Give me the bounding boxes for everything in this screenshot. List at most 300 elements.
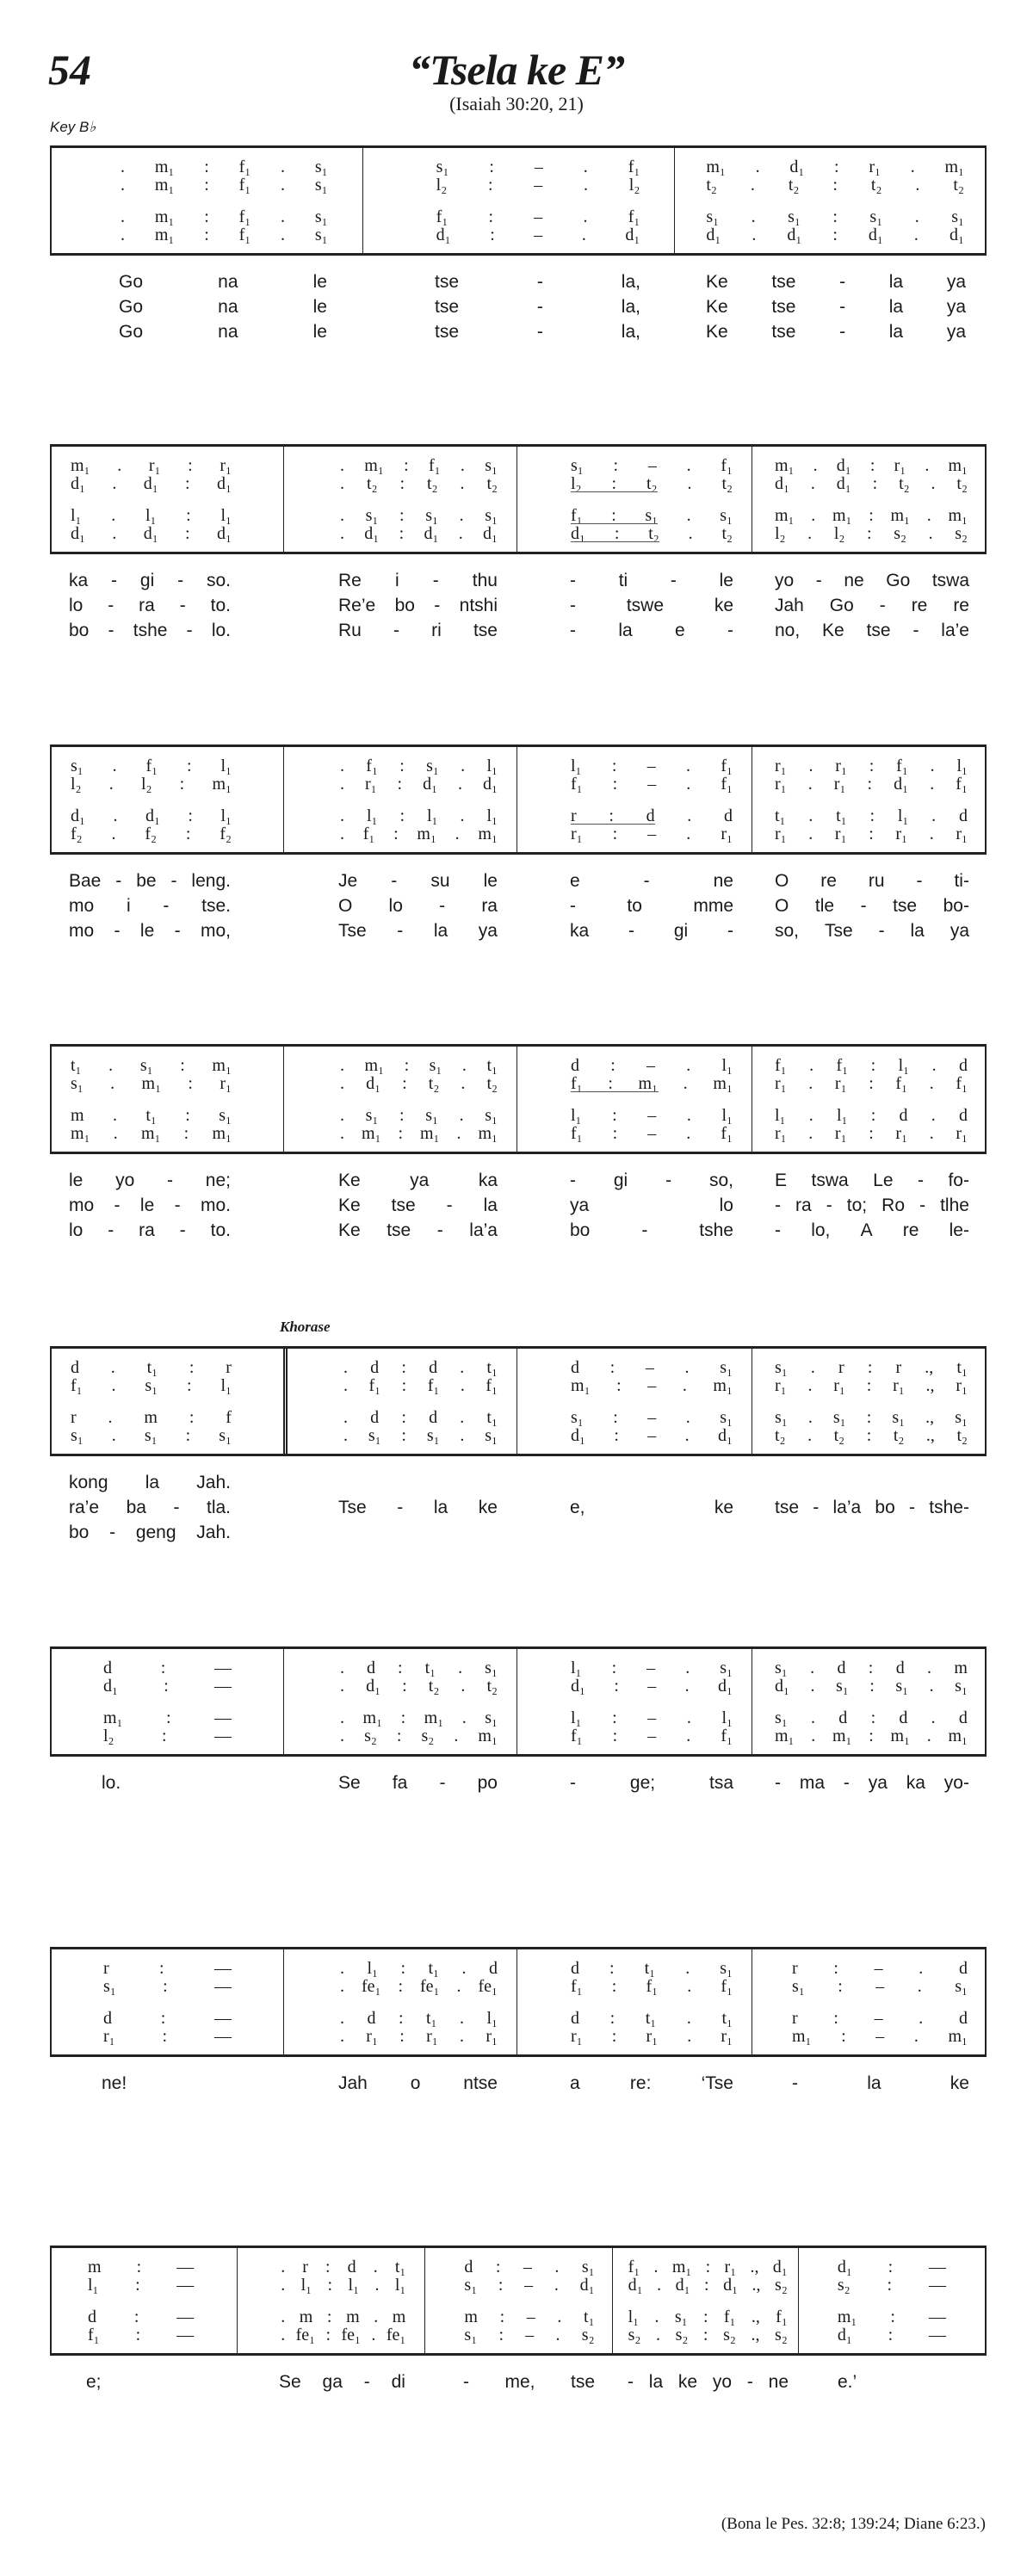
note-token: —: [214, 1727, 232, 1745]
syllable: fo-: [948, 1171, 969, 1190]
note-token: f₁: [486, 1376, 498, 1395]
alto-notes: [752, 474, 985, 492]
syllable: Ke: [338, 1171, 361, 1190]
note-token: f₁: [238, 176, 251, 195]
note-token: d: [367, 2009, 376, 2028]
note-token: .: [686, 1106, 691, 1125]
note-token: .: [915, 176, 920, 195]
syllable: la: [618, 621, 633, 640]
lyric-segment: [50, 1168, 282, 1193]
verse-3-line: [50, 319, 987, 344]
note-token: :: [136, 2258, 142, 2276]
note-token: r₁: [893, 1376, 905, 1395]
note-token: :: [611, 2027, 617, 2046]
note-token: r₁: [775, 825, 787, 843]
note-token: .: [685, 1959, 690, 1978]
lyric-segment: [362, 319, 675, 344]
note-token: r₁: [724, 2258, 737, 2276]
note-token: :: [487, 176, 493, 195]
note-token: f: [226, 1408, 232, 1427]
note-token: s₁: [485, 1106, 498, 1125]
note-token: :: [614, 524, 620, 543]
soprano-notes: [613, 2258, 798, 2276]
lyric-segment: [282, 893, 516, 918]
note-token: –: [647, 1124, 657, 1143]
note-token: –: [875, 2027, 885, 2046]
syllable: la: [433, 921, 448, 941]
note-token: .: [113, 806, 118, 825]
syllable: ke: [714, 1498, 733, 1517]
note-token: d: [723, 806, 733, 825]
note-token: .: [807, 1408, 813, 1427]
note-token: :: [398, 1659, 403, 1677]
bass-notes: [517, 825, 752, 843]
alto-notes: [517, 1074, 752, 1092]
note-token: s₁: [581, 2258, 595, 2276]
syllable: lo.: [102, 1773, 121, 1793]
tenor-notes: [517, 2009, 752, 2027]
lyric-segment: [675, 269, 987, 294]
note-token: d₁: [628, 2276, 643, 2295]
system-2-staff: [50, 444, 987, 554]
system-5-staff: [50, 1346, 987, 1456]
note-token: f₁: [571, 1727, 583, 1745]
soprano-notes: [284, 456, 516, 474]
tenor-notes: [52, 2307, 237, 2326]
verse-3-line: [50, 1520, 987, 1545]
syllable: to.: [210, 596, 231, 615]
note-token: .: [931, 1106, 936, 1125]
note-token: .: [810, 1659, 815, 1677]
verse-2-line: [50, 294, 987, 319]
syllable: -: [826, 1195, 832, 1215]
note-token: :: [841, 2027, 846, 2046]
bass-notes: [517, 524, 752, 542]
note-token: :: [612, 1124, 618, 1143]
note-token: s₁: [775, 1659, 788, 1677]
note-token: l₁: [220, 1376, 232, 1395]
note-token: r₁: [103, 2027, 115, 2046]
syllable: ne!: [102, 2073, 127, 2093]
note-token: :: [498, 2276, 504, 2295]
note-token: d: [895, 1659, 905, 1677]
note-token: .: [281, 176, 286, 195]
note-token: .: [373, 2258, 378, 2276]
syllable: la,: [621, 322, 640, 342]
note-token: s₁: [103, 1977, 116, 1996]
syllable: la: [433, 1498, 448, 1517]
bass-notes: [52, 1426, 283, 1444]
soprano-notes: [799, 2258, 985, 2276]
note-token: t₂: [486, 1677, 498, 1696]
measure: [424, 2248, 611, 2353]
syllable: -: [775, 1773, 781, 1793]
note-token: :: [325, 2326, 331, 2344]
note-token: t₂: [428, 1677, 440, 1696]
alto-notes: [517, 1376, 752, 1394]
note-token: s₁: [869, 207, 883, 226]
note-token: s₁: [788, 207, 801, 226]
note-token: .: [112, 1106, 117, 1125]
syllable: le-: [949, 1220, 969, 1240]
syllable: ri: [431, 621, 442, 640]
tenor-notes: [52, 506, 283, 524]
system-1-staff: [50, 145, 987, 256]
syllable: -: [432, 571, 439, 590]
note-token: .: [808, 1106, 813, 1125]
lyric-segment: [50, 1520, 282, 1545]
note-token: d: [103, 2009, 112, 2028]
note-token: .: [581, 225, 586, 244]
syllable: la’e: [941, 621, 969, 640]
note-token: .: [340, 2027, 344, 2046]
note-token: f₁: [628, 2258, 640, 2276]
note-token: .,: [925, 1426, 935, 1445]
lyric-segment: [752, 1218, 987, 1243]
note-token: m₁: [775, 506, 795, 525]
syllable: ke: [478, 1498, 498, 1517]
lyric-segment: [282, 618, 516, 643]
lyric-segment: [50, 1470, 282, 1495]
note-token: f₁: [895, 1074, 908, 1093]
hymn-number: 54: [48, 46, 91, 94]
note-token: —: [213, 1677, 232, 1696]
note-token: m₁: [420, 1124, 440, 1143]
note-token: .: [811, 506, 816, 525]
note-token: l₂: [833, 524, 845, 543]
syllable: yo: [775, 571, 795, 590]
note-token: d₁: [571, 1426, 585, 1445]
verse-2-line: [50, 893, 987, 918]
note-token: :: [325, 2258, 331, 2276]
note-token: :: [612, 825, 618, 843]
system-8-lyrics: [50, 2369, 987, 2394]
note-token: —: [929, 2307, 946, 2326]
alto-notes: [613, 2276, 798, 2294]
syllable: Ke: [706, 272, 728, 292]
note-token: :: [872, 474, 878, 493]
note-token: :: [159, 1959, 164, 1978]
syllable: la,: [621, 297, 640, 317]
syllable: ya: [946, 272, 966, 292]
tenor-notes: [284, 1106, 516, 1124]
note-token: m₁: [571, 1376, 591, 1395]
note-token: f₁: [238, 207, 251, 226]
note-token: t₂: [870, 176, 882, 195]
measure: [516, 447, 752, 552]
note-token: :: [866, 1376, 872, 1395]
note-token: l₁: [836, 1106, 848, 1125]
verse-1-line: [50, 269, 987, 294]
note-token: .: [458, 775, 462, 794]
syllable: ne: [713, 871, 733, 891]
note-token: :: [204, 225, 209, 244]
note-token: r₁: [364, 775, 377, 794]
syllable: lo.: [211, 621, 231, 640]
note-token: :: [399, 2027, 405, 2046]
syllable: tse.: [201, 896, 231, 916]
note-token: fe₁: [386, 2326, 406, 2344]
measure: [752, 1047, 985, 1152]
note-token: f₁: [238, 225, 251, 244]
note-token: .: [807, 524, 813, 543]
syllable: -: [916, 871, 923, 891]
note-token: t₂: [648, 524, 659, 543]
note-token: f₁: [956, 775, 968, 794]
note-token: .: [686, 757, 691, 775]
soprano-notes: [363, 158, 675, 176]
syllable: -: [167, 1171, 174, 1190]
syllable: la’a: [469, 1220, 498, 1240]
note-token: :: [832, 207, 838, 226]
syllable: so.: [206, 571, 231, 590]
syllable: ru: [868, 871, 885, 891]
syllable: mme: [693, 896, 733, 916]
note-token: m: [392, 2307, 406, 2326]
alto-notes: [52, 1677, 283, 1695]
note-token: —: [213, 1959, 232, 1978]
lyric-segment: [50, 868, 282, 893]
tenor-notes: [517, 806, 752, 825]
tenor-notes: [52, 1408, 283, 1426]
note-token: m₁: [638, 1074, 659, 1093]
lyric-segment: [50, 2369, 236, 2394]
note-token: s₁: [645, 506, 659, 525]
note-token: –: [647, 1106, 657, 1125]
tenor-notes: [52, 2009, 283, 2027]
syllable: ya: [570, 1195, 590, 1215]
note-token: .: [340, 757, 344, 775]
syllable: re:: [629, 2073, 652, 2093]
tenor-notes: [425, 2307, 611, 2326]
syllable: tse: [435, 297, 460, 317]
tenor-notes: [284, 1708, 516, 1727]
syllable: -: [177, 571, 184, 590]
note-token: .: [281, 207, 286, 226]
note-token: d: [370, 1408, 380, 1427]
syllable: -: [570, 571, 576, 590]
system-6-staff: [50, 1646, 987, 1757]
note-token: .: [930, 775, 935, 794]
syllable: ka: [69, 571, 89, 590]
bass-notes: [517, 1124, 752, 1142]
note-token: d₁: [423, 775, 438, 794]
note-token: d₁: [718, 1426, 733, 1445]
note-token: r: [838, 1358, 844, 1377]
note-token: d₁: [789, 158, 805, 176]
note-token: r₁: [833, 1376, 845, 1395]
note-token: d₁: [571, 524, 585, 543]
note-token: .: [914, 207, 919, 226]
note-token: s₁: [775, 1358, 788, 1377]
note-token: .: [929, 1124, 934, 1143]
syllable: Le: [873, 1171, 894, 1190]
lyric-segment: [752, 1520, 987, 1545]
note-token: .: [340, 1074, 344, 1093]
note-token: –: [647, 825, 657, 843]
note-token: s₁: [429, 1056, 442, 1075]
note-token: fe₁: [478, 1977, 498, 1996]
note-token: :: [185, 825, 191, 843]
soprano-notes: [752, 1659, 985, 1677]
bass-notes: [363, 225, 675, 244]
bass-notes: [752, 825, 985, 843]
note-token: l₁: [486, 2009, 498, 2028]
note-token: .: [340, 1727, 344, 1745]
footer-references: (Bona le Pes. 32:8; 139:24; Diane 6:23.): [721, 2515, 986, 2533]
note-token: :: [609, 1358, 615, 1377]
soprano-notes: [284, 1959, 516, 1977]
note-token: :: [402, 1677, 407, 1696]
syllable: -: [111, 571, 118, 590]
note-token: :: [188, 456, 193, 475]
note-token: m₁: [364, 456, 384, 475]
syllable: ka: [478, 1171, 498, 1190]
syllable: -: [170, 871, 177, 891]
lyric-segment: [516, 1168, 752, 1193]
syllable: Tse: [338, 921, 367, 941]
syllable: ge;: [629, 1773, 656, 1793]
note-token: t₁: [394, 2258, 406, 2276]
note-token: .: [686, 775, 691, 794]
note-token: :: [401, 1408, 406, 1427]
syllable: su: [430, 871, 450, 891]
syllable: la: [888, 322, 904, 342]
note-token: :: [869, 1727, 874, 1745]
note-token: d: [571, 1056, 579, 1075]
syllable: so,: [708, 1171, 733, 1190]
tenor-notes: [363, 207, 675, 225]
note-token: .: [686, 825, 691, 843]
note-token: .: [807, 1426, 813, 1445]
syllable: Jah: [775, 596, 804, 615]
note-token: —: [929, 2258, 947, 2276]
note-token: t₁: [428, 1959, 440, 1978]
note-token: .: [111, 506, 116, 525]
note-token: .: [686, 506, 691, 525]
note-token: :: [867, 775, 873, 794]
note-token: d: [103, 1659, 112, 1677]
note-token: f₁: [427, 1376, 440, 1395]
alto-notes: [288, 1376, 516, 1394]
note-token: .: [281, 2258, 286, 2276]
syllable: -: [115, 871, 122, 891]
note-token: m₁: [141, 1074, 162, 1093]
syllable: re: [902, 1220, 919, 1240]
soprano-notes: [52, 158, 362, 176]
lyric-segment: [362, 269, 675, 294]
soprano-notes: [52, 1659, 283, 1677]
lyric-segment: [282, 593, 516, 618]
syllable: tse: [435, 322, 460, 342]
syllable: Go: [119, 272, 144, 292]
syllable: -: [439, 1773, 446, 1793]
note-token: d₁: [625, 225, 640, 244]
note-token: –: [874, 1959, 883, 1978]
note-token: d₁: [836, 456, 851, 475]
note-token: —: [176, 2276, 195, 2295]
note-token: s₁: [792, 1977, 805, 1996]
note-token: d₁: [145, 806, 160, 825]
note-token: .: [340, 1056, 344, 1075]
note-token: r₁: [426, 2027, 438, 2046]
note-token: s₁: [71, 1074, 84, 1093]
lyric-segment: [50, 269, 362, 294]
note-token: l₂: [436, 176, 448, 195]
note-token: t₂: [721, 474, 733, 493]
note-token: d₁: [836, 474, 851, 493]
note-token: :: [834, 158, 839, 176]
lyric-segment: [516, 1495, 752, 1520]
note-token: .,: [925, 1376, 935, 1395]
syllable: -: [628, 2372, 634, 2392]
soprano-notes: [517, 1659, 752, 1677]
syllable: -: [843, 1773, 850, 1793]
note-token: d₁: [482, 775, 498, 794]
note-token: .: [460, 806, 465, 825]
note-token: –: [647, 1376, 657, 1395]
slur-line: [571, 541, 659, 542]
lyric-segment: [752, 618, 987, 643]
note-token: r₁: [956, 1124, 968, 1143]
note-token: l₁: [348, 2276, 360, 2295]
syllable: Ro: [881, 1195, 906, 1215]
lyric-segment: [675, 294, 987, 319]
note-token: .: [929, 1074, 934, 1093]
alto-notes: [284, 1074, 516, 1092]
note-token: .: [461, 1056, 467, 1075]
note-token: .: [281, 2276, 286, 2295]
note-token: —: [929, 2276, 947, 2295]
syllable: tswe: [626, 596, 664, 615]
note-token: s₂: [364, 1727, 377, 1745]
note-token: s₁: [674, 2307, 688, 2326]
syllable: na: [218, 297, 238, 317]
syllable: -: [665, 1171, 672, 1190]
note-token: .: [811, 1708, 816, 1727]
note-token: f₁: [436, 207, 448, 226]
note-token: .: [931, 1056, 937, 1075]
lyric-segment: [282, 2071, 516, 2096]
note-token: s₁: [425, 1106, 438, 1125]
measure: [52, 1349, 283, 1454]
note-token: .: [683, 1074, 688, 1093]
note-token: :: [495, 2258, 501, 2276]
note-token: .: [121, 158, 125, 176]
note-token: .: [931, 806, 937, 825]
note-token: r₁: [775, 757, 787, 775]
note-token: .: [926, 1727, 931, 1745]
note-token: s₁: [426, 757, 439, 775]
note-token: .: [371, 2326, 376, 2344]
note-token: .: [458, 524, 463, 543]
note-token: t₂: [953, 176, 964, 195]
syllable: tshe: [133, 621, 168, 640]
note-token: m: [464, 2307, 478, 2326]
note-token: .: [340, 1708, 344, 1727]
note-token: :: [870, 1708, 876, 1727]
note-token: :: [869, 757, 875, 775]
note-token: r: [103, 1959, 109, 1978]
note-token: :: [187, 1376, 192, 1395]
note-token: t₂: [893, 1426, 905, 1445]
slur-line: [571, 1091, 659, 1092]
note-token: m₁: [948, 2027, 968, 2046]
note-token: .: [584, 176, 589, 195]
note-token: s₂: [955, 524, 968, 543]
note-token: t₂: [486, 474, 498, 493]
soprano-notes: [517, 1358, 752, 1376]
